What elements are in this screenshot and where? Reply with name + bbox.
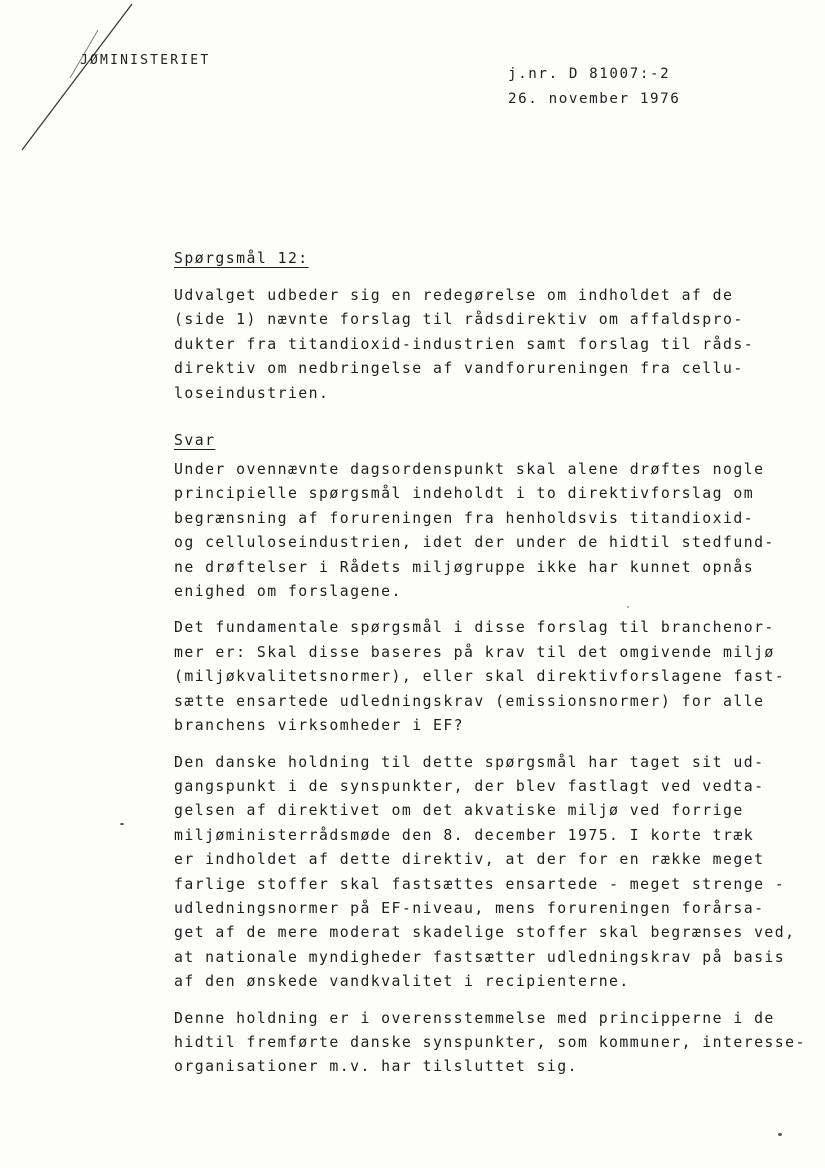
text-line: get af de mere moderat skadelige stoffer skal begrænses ved, [174,924,796,942]
text-line: Udvalget udbeder sig en redegørelse om indholdet af de [174,287,734,304]
scan-speck [778,1133,782,1136]
answer-paragraph [174,616,814,738]
answer-paragraph [174,751,814,995]
text-line: (miljøkvalitetsnormer), eller skal direktivforslagene fast- [174,668,786,686]
answer-heading: Svar [174,432,216,450]
handwritten-slash-mark [0,0,200,200]
text-line: er indholdet af dette direktiv, at der for en række meget [174,851,765,869]
text-line: sætte ensartede udledningskrav (emissionsnormer) for alle [174,692,765,710]
text-line: at nationale myndigheder fastsætter udledningskrav på basis [174,948,786,966]
reference-block [508,62,680,112]
text-line: gangspunkt i de synspunkter, der blev fastlagt ved vedta- [174,777,765,795]
text-line: organisationer m.v. har tilsluttet sig. [174,1058,578,1076]
answer-paragraph [174,458,814,604]
text-line: hidtil fremførte danske synspunkter, som kommuner, interesse- [174,1033,806,1051]
ministry-name: JØMINISTERIET [80,53,211,68]
journal-number: j.nr. D 81007:-2 [508,66,671,82]
text-line: udledningsnormer på EF-niveau, mens forureningen forårsa- [174,899,765,917]
scan-speck [627,606,629,608]
text-line: dukter fra titandioxid-industrien samt forslag til råds- [174,335,755,353]
scan-speck [120,823,124,825]
text-line: mer er: Skal disse baseres på krav til det omgivende miljø [174,643,775,661]
text-line: direktiv om nedbringelse af vandforureningen fra cellu- [174,360,744,378]
answer-paragraph [174,1007,814,1080]
text-line: gelsen af direktivet om det akvatiske miljø ved forrige [174,802,744,820]
text-line: enighed om forslagene. [174,583,402,601]
question-heading: Spørgsmål 12: [174,250,309,267]
text-line: farlige stoffer skal fastsættes ensartede - meget strenge - [174,875,786,893]
text-line: (side 1) nævnte forslag til rådsdirektiv om affaldspro- [174,311,744,329]
text-line: branchens virksomheder i EF? [174,717,465,735]
text-line: og celluloseindustrien, idet der under de hidtil stedfund- [174,534,775,552]
text-line: Den danske holdning til dette spørgsmål har taget sit ud- [174,753,765,771]
text-line: Det fundamentale spørgsmål i disse forslag til branchenor- [174,619,775,637]
text-line: principielle spørgsmål indeholdt i to direktivforslag om [174,485,755,503]
question-paragraph [174,284,814,406]
text-line: af den ønskede vandkvalitet i recipienterne. [174,973,630,991]
text-line: ne drøftelser i Rådets miljøgruppe ikke har kunnet opnås [174,558,755,576]
text-line: miljøministerrådsmøde den 8. december 1975. I korte træk [174,826,755,844]
document-date: 26. november 1976 [508,91,681,107]
text-line: begrænsning af forureningen fra henholdsvis titandioxid- [174,509,755,527]
letter-body [174,246,814,1080]
text-line: Denne holdning er i overensstemmelse med principperne i de [174,1009,775,1027]
text-line: loseindustrien. [174,384,330,402]
text-line: Under ovennævnte dagsordenspunkt skal alene drøftes nogle [174,461,765,479]
